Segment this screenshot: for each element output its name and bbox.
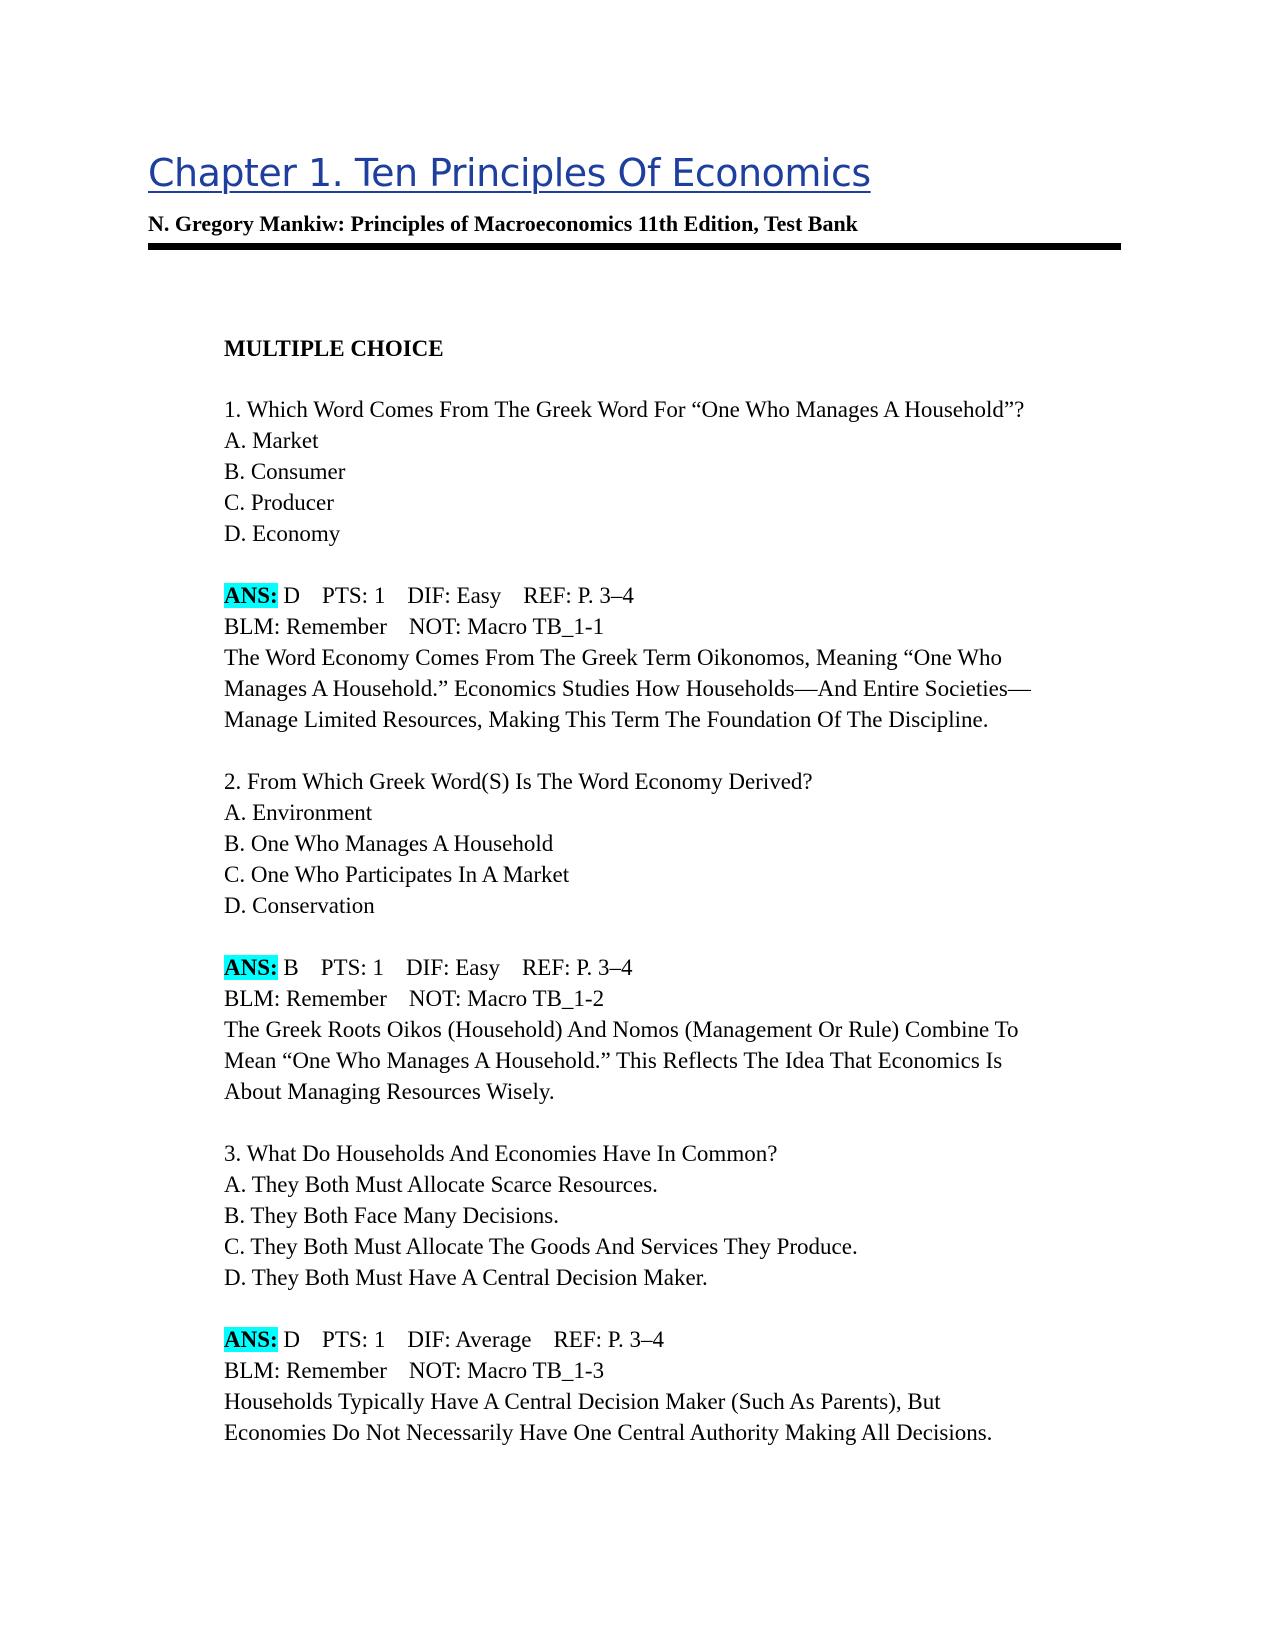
ans-value: B (283, 955, 299, 980)
question-1 (224, 394, 1124, 549)
not-tag: NOT: Macro TB_1-2 (408, 986, 605, 1011)
answer-tags-line (224, 983, 1124, 1014)
not-tag: NOT: Macro TB_1-1 (408, 614, 605, 639)
answer-tags-line (224, 611, 1124, 642)
blm-tag: BLM: Remember (224, 1358, 387, 1383)
answer-meta-line (224, 952, 1124, 983)
option-b: B. They Both Face Many Decisions. (224, 1203, 559, 1228)
not-tag: NOT: Macro TB_1-3 (408, 1358, 605, 1383)
blm-tag: BLM: Remember (224, 614, 387, 639)
option-d: D. They Both Must Have A Central Decision Maker. (224, 1265, 708, 1290)
answer-block-2 (224, 952, 1124, 1107)
section-heading: MULTIPLE CHOICE (224, 336, 444, 361)
reference: REF: P. 3–4 (521, 955, 633, 980)
explanation-line: About Managing Resources Wisely. (224, 1079, 555, 1104)
explanation-line: Economies Do Not Necessarily Have One Central Authority Making All Decisions. (224, 1420, 993, 1445)
option-a: A. They Both Must Allocate Scarce Resources. (224, 1172, 658, 1197)
option-b: B. Consumer (224, 459, 346, 484)
points: PTS: 1 (322, 583, 386, 608)
answer-block-3 (224, 1324, 1124, 1448)
reference: REF: P. 3–4 (553, 1327, 665, 1352)
explanation-line: Mean “One Who Manages A Household.” This Reflects The Idea That Economics Is (224, 1048, 1003, 1073)
option-d: D. Conservation (224, 893, 375, 918)
question-stem: 3. What Do Households And Economies Have In Common? (224, 1141, 778, 1166)
explanation-line: The Word Economy Comes From The Greek Term Oikonomos, Meaning “One Who (224, 645, 1002, 670)
ans-label: ANS: (224, 583, 278, 608)
question-2 (224, 766, 1124, 921)
question-3 (224, 1138, 1124, 1293)
answer-meta-line (224, 1324, 1124, 1355)
points: PTS: 1 (320, 955, 385, 980)
option-c: C. One Who Participates In A Market (224, 862, 570, 887)
option-b: B. One Who Manages A Household (224, 831, 554, 856)
difficulty: DIF: Easy (407, 583, 502, 608)
difficulty: DIF: Average (407, 1327, 532, 1352)
difficulty: DIF: Easy (406, 955, 500, 980)
explanation-line: The Greek Roots Oikos (Household) And Nomos (Management Or Rule) Combine To (224, 1017, 1019, 1042)
ans-value: D (283, 583, 301, 608)
header-divider (148, 243, 1121, 250)
document-subtitle: N. Gregory Mankiw: Principles of Macroeconomics 11th Edition, Test Bank (148, 211, 858, 236)
explanation-line: Households Typically Have A Central Decision Maker (Such As Parents), But (224, 1389, 941, 1414)
question-stem: 1. Which Word Comes From The Greek Word For “One Who Manages A Household”? (224, 397, 1025, 422)
explanation-line: Manage Limited Resources, Making This Term The Foundation Of The Discipline. (224, 707, 989, 732)
points: PTS: 1 (322, 1327, 386, 1352)
option-a: A. Market (224, 428, 319, 453)
answer-meta-line (224, 580, 1124, 611)
ans-label: ANS: (224, 1327, 278, 1352)
option-c: C. They Both Must Allocate The Goods And Services They Produce. (224, 1234, 858, 1259)
blm-tag: BLM: Remember (224, 986, 387, 1011)
answer-block-1 (224, 580, 1124, 735)
chapter-title: Chapter 1. Ten Principles Of Economics (148, 151, 871, 195)
option-c: C. Producer (224, 490, 334, 515)
reference: REF: P. 3–4 (523, 583, 634, 608)
option-a: A. Environment (224, 800, 373, 825)
explanation-line: Manages A Household.” Economics Studies How Households—And Entire Societies— (224, 676, 1031, 701)
answer-tags-line (224, 1355, 1124, 1386)
question-stem: 2. From Which Greek Word(S) Is The Word Economy Derived? (224, 769, 813, 794)
option-d: D. Economy (224, 521, 341, 546)
ans-label: ANS: (224, 955, 278, 980)
document-body (224, 333, 1124, 1479)
ans-value: D (283, 1327, 301, 1352)
